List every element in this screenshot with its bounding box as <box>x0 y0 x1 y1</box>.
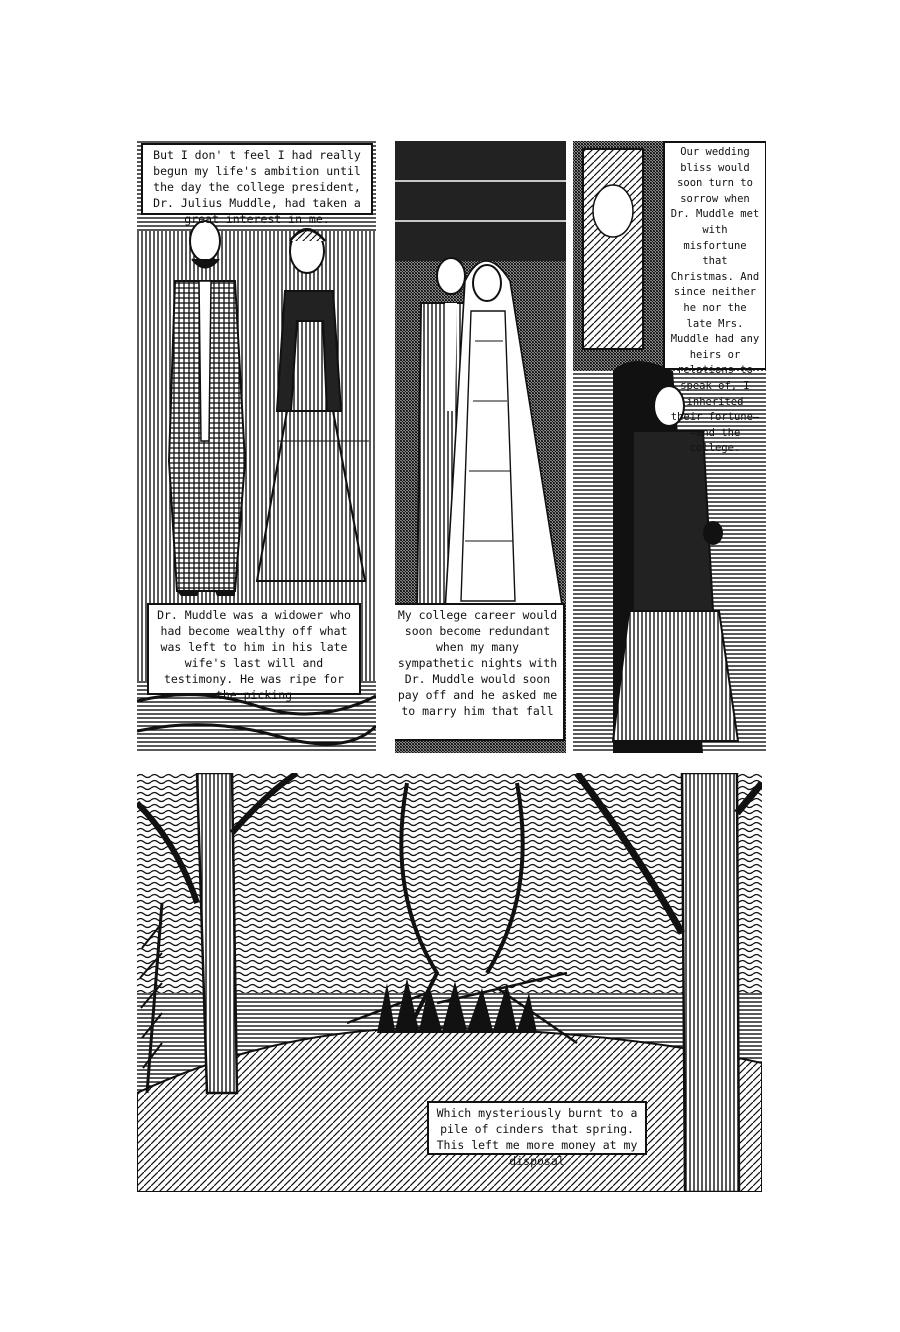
panel-2-wedding <box>395 141 566 753</box>
panel-1-courtship <box>137 141 376 753</box>
panel-4-burnt-college <box>137 773 762 1192</box>
caption-box: My college career would soon become redundant when my many sympathetic nights with Dr. Muddle would soon pay off and he asked me to marry him that fall <box>395 603 565 741</box>
panel-3-widow <box>573 141 766 753</box>
caption-box: Which mysteriously burnt to a pile of cinders that spring. This left me more money at my disposal <box>427 1101 647 1155</box>
caption-box: But I don' t feel I had really begun my life's ambition until the day the college president, Dr. Julius Muddle, had taken a great interest in me. <box>141 143 373 215</box>
caption-box: Dr. Muddle was a widower who had become wealthy off what was left to him in his late wife's last will and testimony. He was ripe for the picking <box>147 603 361 695</box>
caption-box: Our wedding bliss would soon turn to sorrow when Dr. Muddle met with misfortune that Christmas. And since neither he nor the late Mrs. Muddle had any heirs or relations to speak of, I inherited their fortune— —and the college. <box>663 141 766 370</box>
